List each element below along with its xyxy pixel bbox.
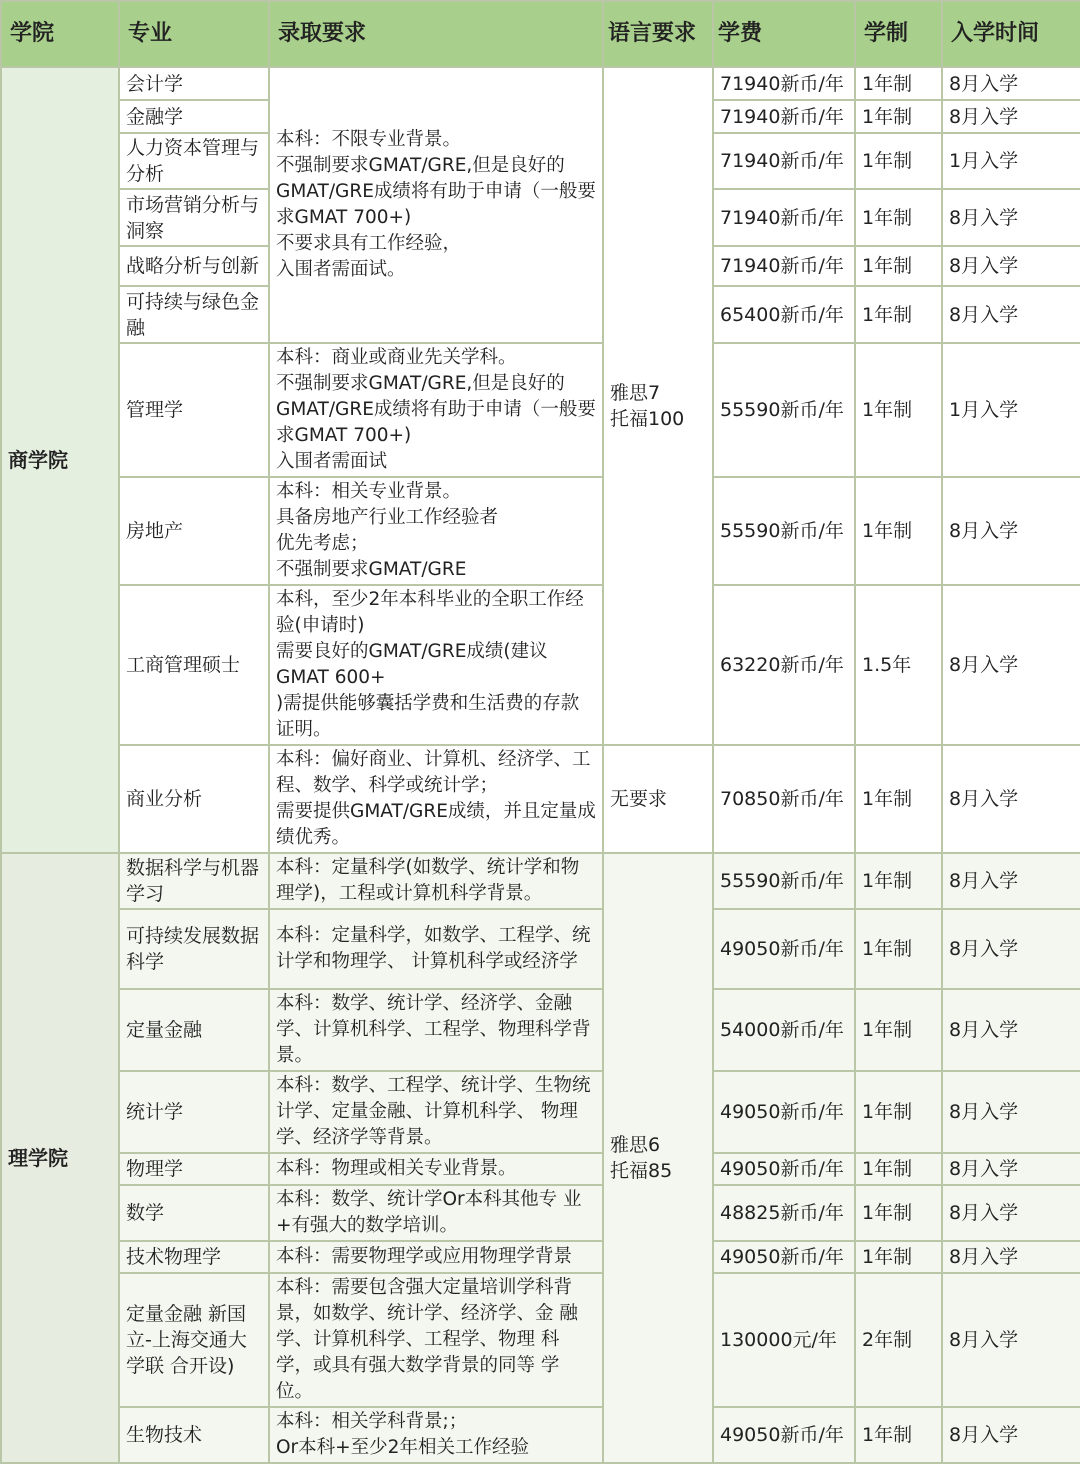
intake-cell: 1月入学 <box>942 343 1080 477</box>
major-cell: 工商管理硕士 <box>119 585 269 745</box>
major-cell: 金融学 <box>119 100 269 133</box>
intake-cell: 8月入学 <box>942 1185 1080 1241</box>
major-cell: 可持续与绿色金融 <box>119 286 269 343</box>
tuition-cell: 71940新币/年 <box>713 100 855 133</box>
intake-cell: 8月入学 <box>942 745 1080 853</box>
duration-cell: 1年制 <box>855 1407 942 1463</box>
header-language: 语言要求 <box>603 1 713 67</box>
tuition-cell: 63220新币/年 <box>713 585 855 745</box>
tuition-cell: 54000新币/年 <box>713 989 855 1071</box>
intake-cell: 8月入学 <box>942 909 1080 989</box>
major-cell: 人力资本管理与分析 <box>119 133 269 189</box>
duration-cell: 1年制 <box>855 189 942 246</box>
header-requirement: 录取要求 <box>269 1 603 67</box>
duration-cell: 1年制 <box>855 853 942 909</box>
intake-cell: 8月入学 <box>942 189 1080 246</box>
duration-cell: 1年制 <box>855 133 942 189</box>
intake-cell: 8月入学 <box>942 1407 1080 1463</box>
intake-cell: 8月入学 <box>942 1273 1080 1407</box>
tuition-cell: 55590新币/年 <box>713 477 855 585</box>
major-cell: 管理学 <box>119 343 269 477</box>
table-row <box>1 1241 1080 1273</box>
major-cell: 技术物理学 <box>119 1241 269 1273</box>
duration-cell: 2年制 <box>855 1273 942 1407</box>
table-row <box>1 909 1080 989</box>
major-cell: 会计学 <box>119 67 269 100</box>
duration-cell: 1.5年 <box>855 585 942 745</box>
tuition-cell: 70850新币/年 <box>713 745 855 853</box>
intake-cell: 8月入学 <box>942 989 1080 1071</box>
duration-cell: 1年制 <box>855 745 942 853</box>
tuition-cell: 49050新币/年 <box>713 1153 855 1185</box>
requirement-cell: 本科：偏好商业、计算机、经济学、工程、数学、科学或统计学； 需要提供GMAT/GRE成绩，并且定量成绩优秀。 <box>269 745 603 853</box>
duration-cell: 1年制 <box>855 343 942 477</box>
table-row <box>1 745 1080 853</box>
duration-cell: 1年制 <box>855 246 942 286</box>
intake-cell: 8月入学 <box>942 286 1080 343</box>
tuition-cell: 71940新币/年 <box>713 246 855 286</box>
duration-cell: 1年制 <box>855 989 942 1071</box>
duration-cell: 1年制 <box>855 909 942 989</box>
duration-cell: 1年制 <box>855 1241 942 1273</box>
duration-cell: 1年制 <box>855 1153 942 1185</box>
tuition-cell: 71940新币/年 <box>713 133 855 189</box>
tuition-cell: 49050新币/年 <box>713 1407 855 1463</box>
major-cell: 物理学 <box>119 1153 269 1185</box>
table-row <box>1 585 1080 745</box>
header-duration: 学制 <box>855 1 942 67</box>
requirement-cell: 本科：物理或相关专业背景。 <box>269 1153 603 1185</box>
major-cell: 定量金融 <box>119 989 269 1071</box>
language-cell: 雅思7 托福100 <box>603 67 713 745</box>
tuition-cell: 49050新币/年 <box>713 1241 855 1273</box>
table-row <box>1 67 1080 100</box>
tuition-cell: 49050新币/年 <box>713 1071 855 1153</box>
tuition-cell: 65400新币/年 <box>713 286 855 343</box>
intake-cell: 8月入学 <box>942 100 1080 133</box>
table-row <box>1 1153 1080 1185</box>
requirement-cell: 本科：数学、工程学、统计学、生物统计学、定量金融、计算机科学、 物理学、经济学等背景。 <box>269 1071 603 1153</box>
duration-cell: 1年制 <box>855 477 942 585</box>
major-cell: 统计学 <box>119 1071 269 1153</box>
intake-cell: 1月入学 <box>942 133 1080 189</box>
intake-cell: 8月入学 <box>942 1153 1080 1185</box>
requirement-cell: 本科：需要物理学或应用物理学背景 <box>269 1241 603 1273</box>
major-cell: 商业分析 <box>119 745 269 853</box>
college-cell: 理学院 <box>1 853 119 1463</box>
requirement-cell: 本科：定量科学(如数学、统计学和物理学)，工程或计算机科学背景。 <box>269 853 603 909</box>
intake-cell: 8月入学 <box>942 1071 1080 1153</box>
language-cell: 雅思6 托福85 <box>603 853 713 1463</box>
major-cell: 房地产 <box>119 477 269 585</box>
table-row <box>1 343 1080 477</box>
header-major: 专业 <box>119 1 269 67</box>
table-row <box>1 853 1080 909</box>
intake-cell: 8月入学 <box>942 67 1080 100</box>
major-cell: 可持续发展数据科学 <box>119 909 269 989</box>
tuition-cell: 55590新币/年 <box>713 853 855 909</box>
requirement-cell: 本科：相关专业背景。 具备房地产行业工作经验者 优先考虑； 不强制要求GMAT/GRE <box>269 477 603 585</box>
major-cell: 定量金融 新国立-上海交通大学联 合开设) <box>119 1273 269 1407</box>
duration-cell: 1年制 <box>855 286 942 343</box>
requirement-cell: 本科：商业或商业先关学科。 不强制要求GMAT/GRE,但是良好的GMAT/GRE成绩将有助于申请（一般要求GMAT 700+) 入围者需面试 <box>269 343 603 477</box>
major-cell: 数学 <box>119 1185 269 1241</box>
duration-cell: 1年制 <box>855 67 942 100</box>
college-cell: 商学院 <box>1 67 119 853</box>
intake-cell: 8月入学 <box>942 246 1080 286</box>
intake-cell: 8月入学 <box>942 1241 1080 1273</box>
intake-cell: 8月入学 <box>942 853 1080 909</box>
duration-cell: 1年制 <box>855 100 942 133</box>
requirement-cell: 本科：数学、统计学Or本科其他专 业+有强大的数学培训。 <box>269 1185 603 1241</box>
intake-cell: 8月入学 <box>942 477 1080 585</box>
requirement-cell: 本科：需要包含强大定量培训学科背景，如数学、统计学、经济学、金 融学、计算机科学、工程学、物理 科学，或具有强大数学背景的同等 学位。 <box>269 1273 603 1407</box>
tuition-cell: 71940新币/年 <box>713 67 855 100</box>
tuition-cell: 49050新币/年 <box>713 909 855 989</box>
tuition-cell: 55590新币/年 <box>713 343 855 477</box>
requirement-cell: 本科：相关学科背景;； Or本科+至少2年相关工作经验 <box>269 1407 603 1463</box>
header-intake: 入学时间 <box>942 1 1080 67</box>
major-cell: 市场营销分析与洞察 <box>119 189 269 246</box>
intake-cell: 8月入学 <box>942 585 1080 745</box>
table-row <box>1 477 1080 585</box>
table-row <box>1 989 1080 1071</box>
tuition-cell: 130000元/年 <box>713 1273 855 1407</box>
tuition-cell: 71940新币/年 <box>713 189 855 246</box>
header-college: 学院 <box>1 1 119 67</box>
tuition-cell: 48825新币/年 <box>713 1185 855 1241</box>
table-row <box>1 1071 1080 1153</box>
requirement-cell: 本科：定量科学，如数学、工程学、统计学和物理学、 计算机科学或经济学 <box>269 909 603 989</box>
table-row <box>1 1185 1080 1241</box>
language-cell: 无要求 <box>603 745 713 853</box>
requirement-cell: 本科：数学、统计学、经济学、金融学、计算机科学、工程学、物理科学背景。 <box>269 989 603 1071</box>
duration-cell: 1年制 <box>855 1071 942 1153</box>
major-cell: 战略分析与创新 <box>119 246 269 286</box>
duration-cell: 1年制 <box>855 1185 942 1241</box>
requirement-cell: 本科，至少2年本科毕业的全职工作经验(申请时) 需要良好的GMAT/GRE成绩(建议GMAT 600+ )需提供能够囊括学费和生活费的存款证明。 <box>269 585 603 745</box>
table-row <box>1 1407 1080 1463</box>
table-row <box>1 1273 1080 1407</box>
header-tuition: 学费 <box>713 1 855 67</box>
major-cell: 数据科学与机器学习 <box>119 853 269 909</box>
header-row <box>1 1 1080 67</box>
requirement-cell: 本科：不限专业背景。 不强制要求GMAT/GRE,但是良好的GMAT/GRE成绩将有助于申请（一般要求GMAT 700+) 不要求具有工作经验， 入围者需面试。 <box>269 67 603 343</box>
major-cell: 生物技术 <box>119 1407 269 1463</box>
